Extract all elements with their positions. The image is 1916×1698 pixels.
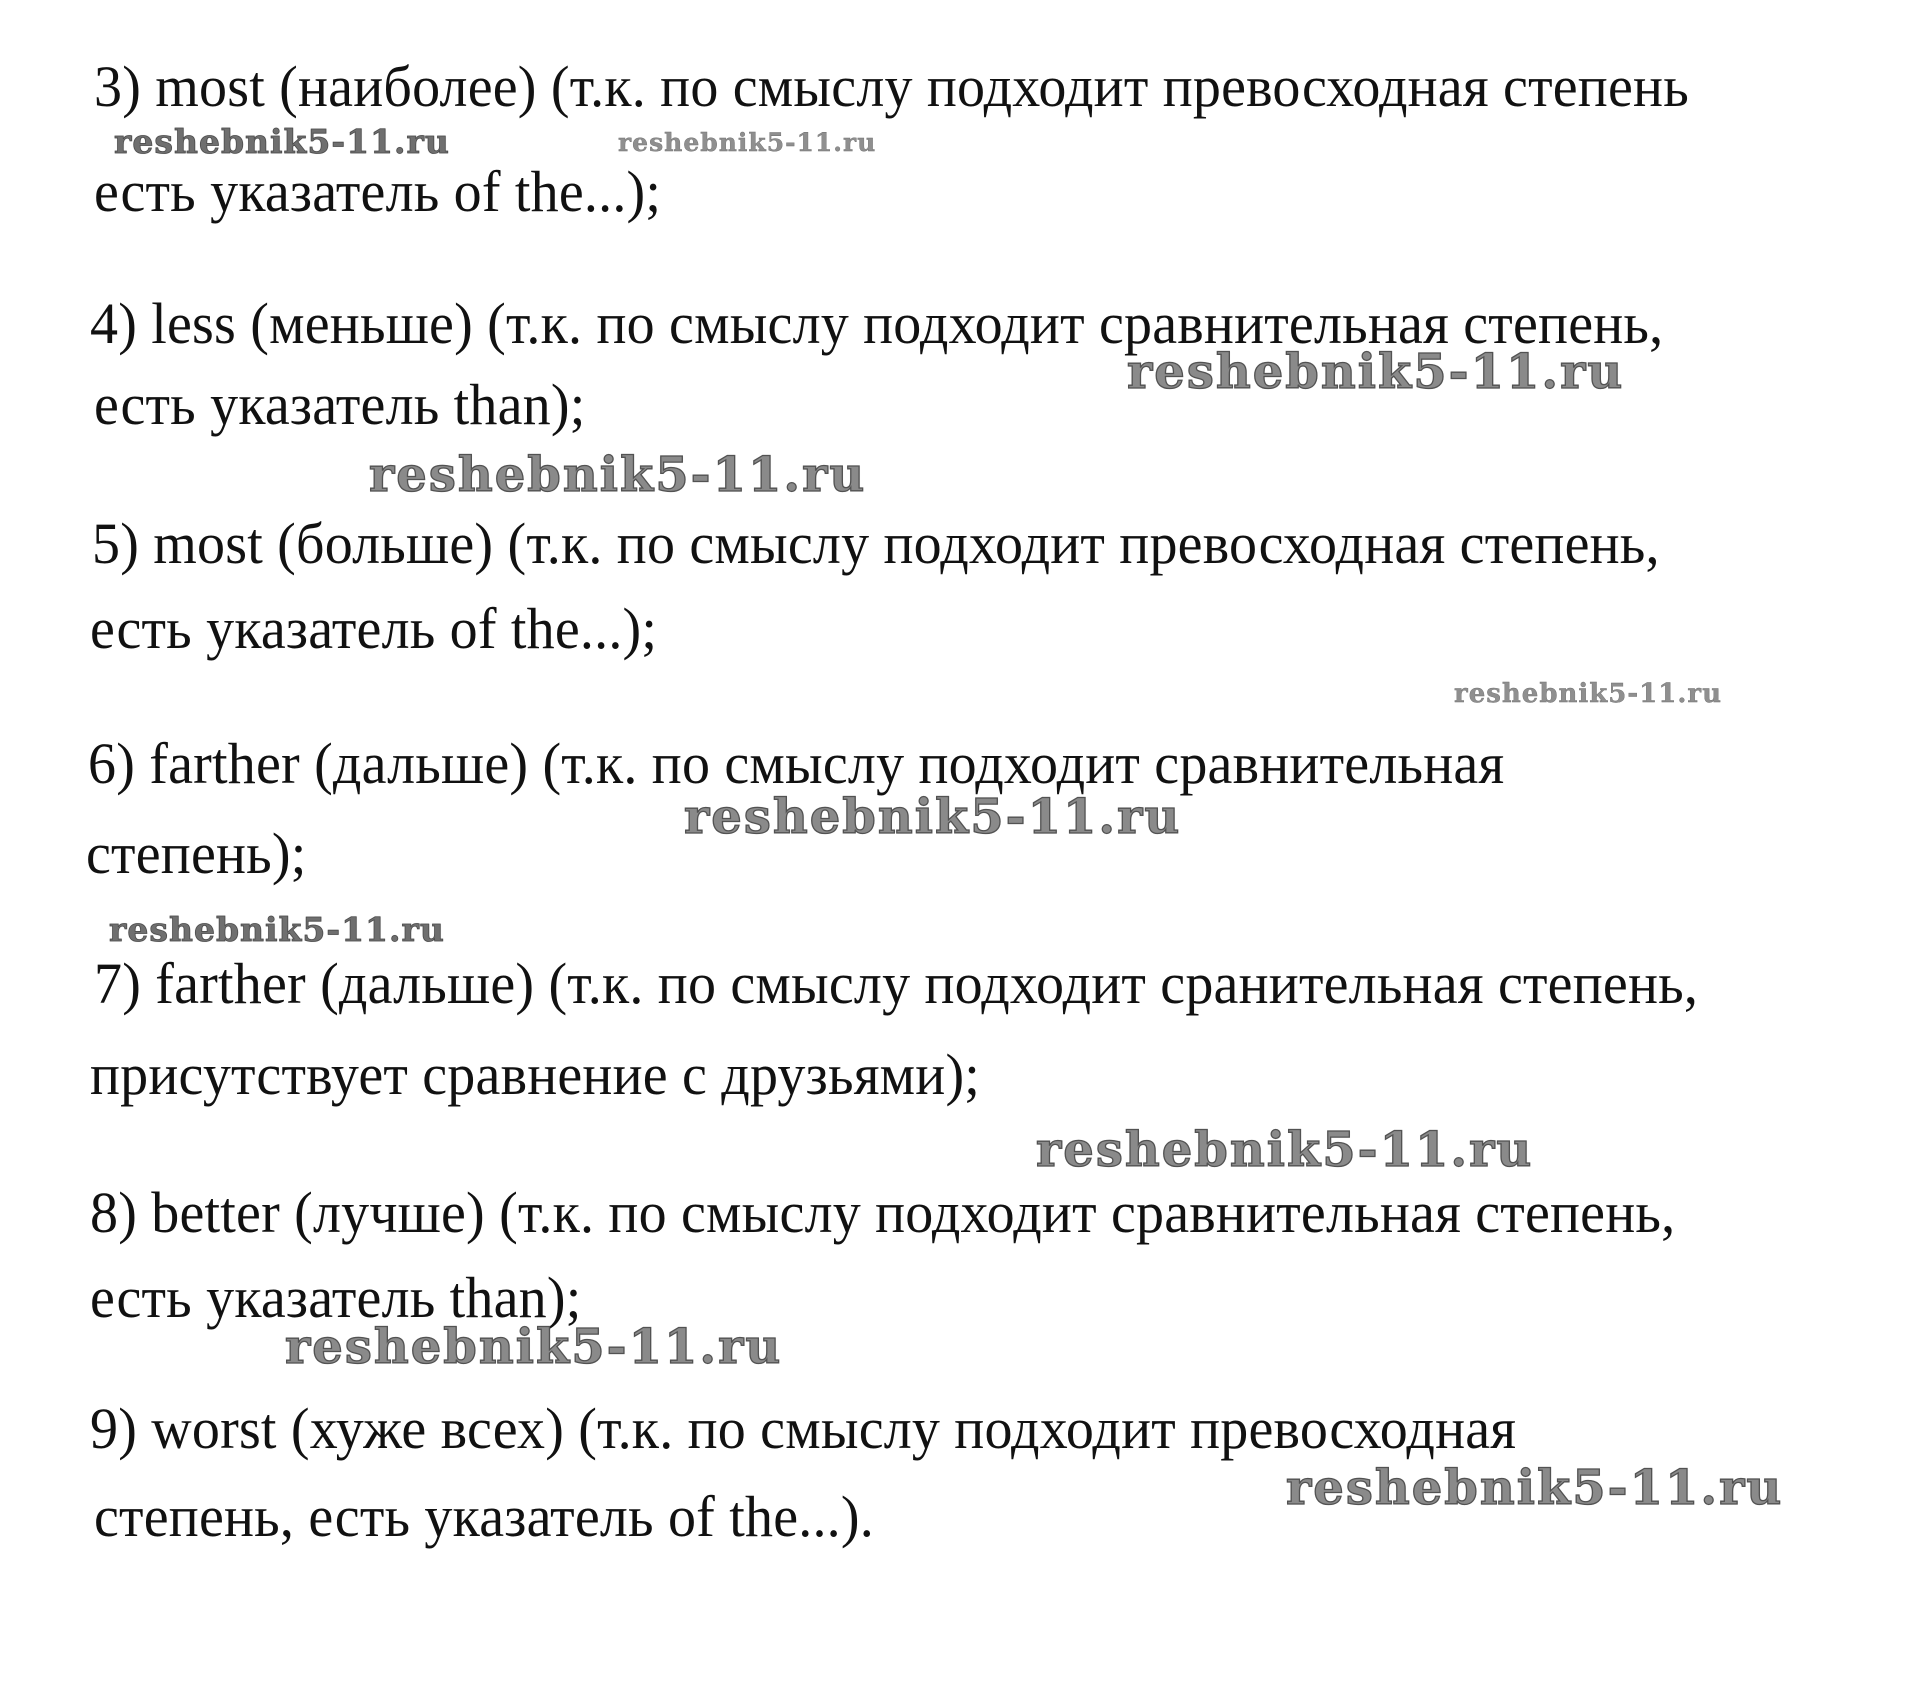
answer-5-line-1: 5) most (больше) (т.к. по смыслу подходит превосходная степень, (92, 511, 1660, 577)
answer-5-line-2: есть указатель of the...); (90, 596, 658, 662)
answer-7-line-1: 7) farther (дальше) (т.к. по смыслу подходит сранительная степень, (94, 951, 1699, 1017)
answer-3-line-1: 3) most (наиболее) (т.к. по смыслу подходит превосходная степень (94, 54, 1689, 120)
answer-4-line-1: 4) less (меньше) (т.к. по смыслу подходит сравнительная степень, (90, 291, 1664, 357)
answer-9-line-2: степень, есть указатель of the...). (94, 1484, 874, 1550)
answer-8-line-2: есть указатель than); (90, 1265, 582, 1331)
watermark: reshebnik5-11.ru (109, 910, 445, 949)
watermark: reshebnik5-11.ru (1286, 1460, 1784, 1516)
watermark: reshebnik5-11.ru (684, 789, 1182, 845)
answer-8-line-1: 8) better (лучше) (т.к. по смыслу подходит сравнительная степень, (90, 1180, 1676, 1246)
watermark: reshebnik5-11.ru (618, 128, 877, 157)
watermark: reshebnik5-11.ru (369, 447, 867, 503)
answer-6-line-2: степень); (86, 821, 307, 887)
answer-6-line-1: 6) farther (дальше) (т.к. по смыслу подходит сравнительная (88, 731, 1505, 797)
watermark: reshebnik5-11.ru (285, 1319, 783, 1375)
watermark: reshebnik5-11.ru (114, 122, 450, 161)
watermark: reshebnik5-11.ru (1454, 679, 1723, 709)
watermark: reshebnik5-11.ru (1127, 344, 1625, 400)
answer-4-line-2: есть указатель than); (94, 372, 586, 438)
watermark: reshebnik5-11.ru (1036, 1122, 1534, 1178)
answer-7-line-2: присутствует сравнение с друзьями); (90, 1042, 981, 1108)
answer-3-line-2: есть указатель of the...); (94, 159, 662, 225)
answer-9-line-1: 9) worst (хуже всех) (т.к. по смыслу подходит превосходная (90, 1396, 1517, 1462)
